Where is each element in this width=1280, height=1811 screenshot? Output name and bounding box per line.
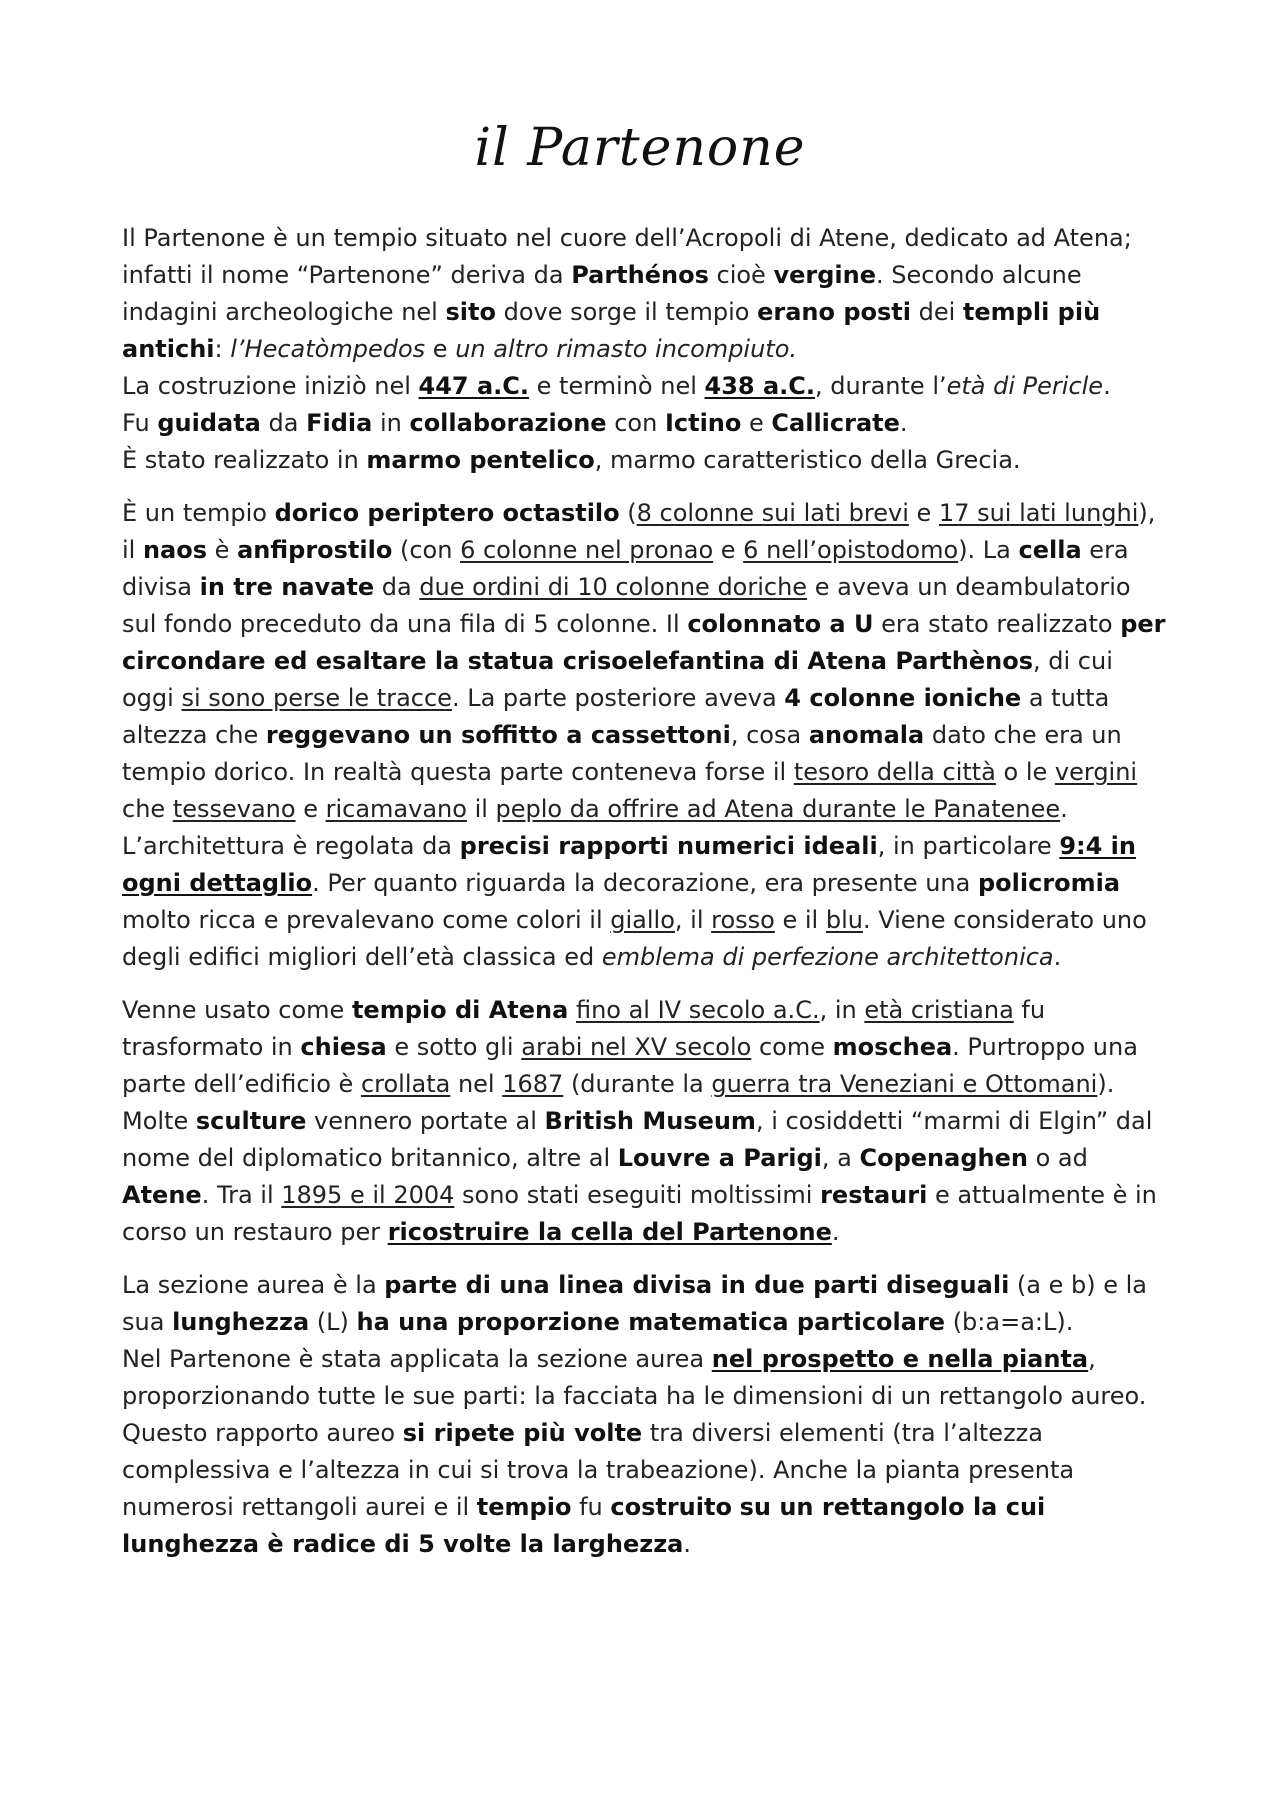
page-title: il Partenone [474,118,806,178]
text: dove sorge il tempio [495,298,758,326]
text: era stato realizzato [873,610,1121,638]
text: . [899,409,908,437]
bold-text: Ictino [664,409,742,437]
bold-text: per circondare ed esaltare la statua crisoelefantina di Atena Parthènos [122,610,1166,675]
text: . [1103,372,1111,400]
bold-text: ha una proporzione matematica particolare [356,1308,946,1336]
text: ( [619,499,637,527]
underlined-text: ricamavano [325,795,467,823]
bold-text: British Museum [544,1107,756,1135]
text: Nel Partenone è stata applicata la sezione aurea [122,1345,712,1373]
underlined-text: crollata [360,1070,451,1098]
text: Venne usato come [122,996,352,1024]
bold-text: parte di una linea divisa in due parti diseguali [384,1271,1010,1299]
text: : [214,335,231,363]
text: dei [910,298,963,326]
bold-text: Fidia [306,409,373,437]
text: e [295,795,326,823]
text: La sezione aurea è la [122,1271,385,1299]
text: . Per quanto riguarda la decorazione, era presente una [312,869,978,897]
text: dato che era un tempio dorico. In realtà questa parte conteneva forse il [122,721,1122,786]
text: (L) [309,1308,357,1336]
bold-text: in tre navate [199,573,375,601]
text: tra diversi elementi (tra l’altezza complessiva e l’altezza in cui si trova la trabeazione). Anche la pianta presenta numerosi rettangoli aurei e il [122,1419,1075,1521]
underlined-bold-text: 447 a.C. [418,372,530,400]
text: La costruzione iniziò nel [122,372,419,400]
italic-text: un altro rimasto incompiuto. [455,335,798,363]
underlined-text: guerra tra Veneziani e Ottomani [711,1070,1098,1098]
text: È stato realizzato in [122,446,367,474]
underlined-text: tesoro della città [793,758,996,786]
underlined-text: peplo da offrire ad Atena durante le Panatenee [495,795,1061,823]
text: , di cui oggi [122,647,1113,712]
text: , in [819,996,865,1024]
text: (a e b) e la sua [122,1271,1148,1336]
underlined-bold-text: ricostruire la cella del Partenone [387,1218,832,1246]
bold-text: restauri [820,1181,928,1209]
text: e [425,335,456,363]
text: . Secondo alcune indagini archeologiche nel [122,261,1082,326]
underlined-text: si sono perse le tracce [181,684,452,712]
underlined-text: età cristiana [864,996,1014,1024]
text: è [207,536,238,564]
bold-text: templi più antichi [122,298,1101,363]
text: o ad [1027,1144,1088,1172]
underlined-text: 1895 e il 2004 [281,1181,455,1209]
text: vennero portate al [306,1107,545,1135]
underlined-text: blu [825,906,863,934]
paragraph-architecture [122,495,1172,976]
paragraph-intro [122,220,1172,479]
underlined-bold-text: 438 a.C. [704,372,816,400]
underlined-text: 6 nell’opistodomo [743,536,959,564]
text: e [741,409,772,437]
text: È un tempio [122,499,275,527]
text: come [751,1033,833,1061]
text: . L’architettura è regolata da [122,795,1068,860]
bold-text: cella [1018,536,1082,564]
underlined-text: vergini [1054,758,1138,786]
bold-text: policromia [977,869,1121,897]
bold-text: si ripete più volte [402,1419,643,1447]
bold-text: Atene [122,1181,202,1209]
text: era divisa [122,536,1129,601]
text: . Tra il [201,1181,282,1209]
text: fu trasformato in [122,996,1046,1061]
text: fu [571,1493,611,1521]
text: . La parte posteriore aveva [451,684,785,712]
text: ). [1097,1070,1115,1098]
document-body [122,220,1172,1579]
text: , a [821,1144,860,1172]
bold-text: reggevano un soffitto a cassettoni [265,721,731,749]
text: e sotto gli [386,1033,522,1061]
text: con [606,409,665,437]
text: nel [450,1070,503,1098]
text: . Purtroppo una parte dell’edificio è [122,1033,1138,1098]
bold-text: 4 colonne ioniche [784,684,1022,712]
bold-text: erano posti [757,298,911,326]
text: e attualmente è in corso un restauro per [122,1181,1157,1246]
text: e il [774,906,826,934]
text: . Viene considerato uno degli edifici migliori dell’età classica ed [122,906,1147,971]
bold-text: collaborazione [409,409,607,437]
bold-text: su un rettangolo la cui lunghezza è radice di 5 volte la larghezza [122,1493,1046,1558]
underlined-text: 17 sui lati lunghi [938,499,1139,527]
text: cioè [708,261,774,289]
bold-text: anfiprostilo [237,536,393,564]
text: da [374,573,420,601]
text: , proporzionando tutte le sue parti: la facciata ha le dimensioni di un rettangolo aureo. Questo rapporto aureo [122,1345,1147,1447]
bold-text: precisi rapporti numerici ideali [459,832,878,860]
text: e terminò nel [529,372,705,400]
bold-text: lunghezza [172,1308,310,1336]
underlined-text: arabi nel XV secolo [521,1033,752,1061]
bold-text: moschea [832,1033,953,1061]
bold-text: Callicrate [771,409,900,437]
text: Il Partenone è un tempio situato nel cuore dell’Acropoli di Atene, dedicato ad Atena; infatti il nome “Partenone” deriva da [122,224,1132,289]
text: il [466,795,496,823]
underlined-text: giallo [610,906,675,934]
text: in [372,409,410,437]
italic-text: l’Hecatòmpedos [230,335,426,363]
bold-text: sito [445,298,496,326]
text: , in particolare [877,832,1060,860]
bold-text: sculture [195,1107,307,1135]
text [732,1493,740,1521]
bold-text: colonnato a U [687,610,874,638]
text: Molte [122,1107,196,1135]
underlined-text: due ordini di 10 colonne doriche [419,573,808,601]
text: ). La [958,536,1019,564]
underlined-bold-text: 9:4 in ogni dettaglio [122,832,1136,897]
bold-text: vergine [773,261,876,289]
text: (con [392,536,461,564]
bold-text: Copenaghen [859,1144,1028,1172]
italic-text: età di Pericle [946,372,1104,400]
bold-text: chiesa [300,1033,387,1061]
text: da [260,409,307,437]
text: e [908,499,939,527]
underlined-text: 8 colonne sui lati brevi [636,499,909,527]
bold-text: costruito [610,1493,732,1521]
text: (durante la [563,1070,712,1098]
underlined-text: 6 colonne nel pronao [460,536,714,564]
bold-text: dorico periptero octastilo [274,499,620,527]
text: a tutta altezza che [122,684,1110,749]
text: sono stati eseguiti moltissimi [454,1181,821,1209]
text: , durante l’ [815,372,947,400]
text: , marmo caratteristico della Grecia. [594,446,1021,474]
bold-text: Louvre a Parigi [617,1144,822,1172]
text: e [713,536,744,564]
text: ), il [122,499,1156,564]
underlined-text: fino al IV secolo a.C. [575,996,820,1024]
underlined-bold-text: nel prospetto e nella pianta [711,1345,1089,1373]
text: molto ricca e prevalevano come colori il [122,906,611,934]
italic-text: emblema di perfezione architettonica [601,943,1054,971]
text: . [831,1218,840,1246]
bold-text: naos [142,536,208,564]
text: o le [995,758,1055,786]
bold-text: tempio [476,1493,572,1521]
underlined-text: rosso [711,906,775,934]
text: , il [674,906,712,934]
bold-text: Parthénos [571,261,709,289]
text: Fu [122,409,158,437]
bold-text: marmo pentelico [366,446,595,474]
text: (b:a=a:L). [945,1308,1074,1336]
text: , cosa [730,721,809,749]
bold-text: tempio di Atena [351,996,569,1024]
text [568,996,576,1024]
text: . [1053,943,1062,971]
text: , i cosiddetti “marmi di Elgin” dal nome del diplomatico britannico, altre al [122,1107,1153,1172]
bold-text: anomala [808,721,925,749]
bold-text: guidata [157,409,261,437]
text: e aveva un deambulatorio sul fondo preceduto da una fila di 5 colonne. Il [122,573,1131,638]
underlined-text: 1687 [502,1070,564,1098]
text: . [683,1530,691,1558]
text: che [122,795,173,823]
underlined-text: tessevano [172,795,296,823]
paragraph-history [122,992,1172,1251]
paragraph-golden-section [122,1267,1172,1563]
